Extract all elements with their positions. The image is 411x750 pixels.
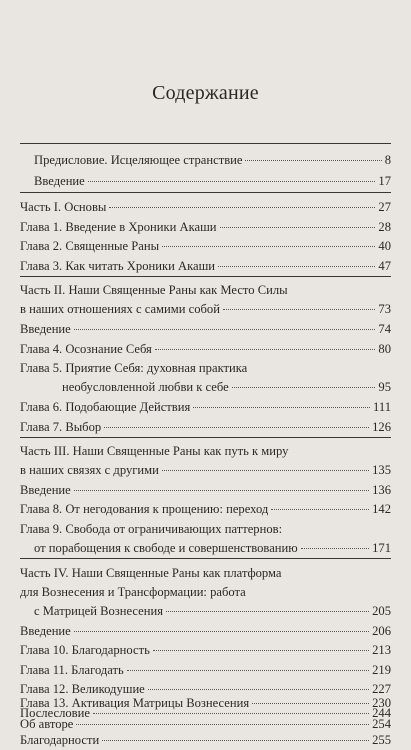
toc-entry[interactable]: Глава 3. Как читать Хроники Акаши 47: [20, 259, 391, 273]
toc-page-number: 244: [372, 706, 391, 720]
toc-part-entry[interactable]: Часть II. Наши Священные Раны как Место Силы: [20, 283, 288, 297]
toc-entry[interactable]: Глава 2. Священные Раны 40: [20, 239, 391, 253]
section-divider: [20, 276, 391, 277]
toc-page-number: 80: [378, 342, 391, 356]
toc-entry-continued[interactable]: необусловленной любви к себе 95: [62, 380, 391, 394]
page-title: Содержание: [152, 82, 259, 104]
section-divider: [20, 437, 391, 438]
toc-entry[interactable]: Введение 17: [34, 174, 391, 188]
toc-part-entry-continued[interactable]: в наших связях с другими 135: [20, 463, 391, 477]
toc-page-number: 171: [372, 541, 391, 555]
toc-page-number: 142: [372, 502, 391, 516]
toc-page-number: 111: [373, 400, 391, 414]
toc-page-number: 205: [372, 604, 391, 618]
toc-entry[interactable]: Предисловие. Исцеляющее странствие 8: [34, 153, 391, 167]
toc-part-entry-continued[interactable]: для Вознесения и Трансформации: работа: [20, 585, 246, 599]
toc-page-number: 73: [378, 302, 391, 316]
toc-page-number: 213: [372, 643, 391, 657]
toc-entry[interactable]: Глава 4. Осознание Себя 80: [20, 342, 391, 356]
toc-entry[interactable]: Глава 5. Приятие Себя: духовная практика: [20, 361, 248, 375]
toc-entry[interactable]: Благодарности 255: [20, 733, 391, 747]
toc-page-number: 219: [372, 663, 391, 677]
toc-part-entry-continued[interactable]: с Матрицей Вознесения 205: [34, 604, 391, 618]
toc-page-number: 255: [372, 733, 391, 747]
toc-entry[interactable]: Глава 6. Подобающие Действия 111: [20, 400, 391, 414]
toc-page-number: 8: [384, 153, 391, 167]
toc-page-number: 230: [372, 696, 391, 710]
toc-page-number: 47: [378, 259, 391, 273]
toc-page-number: 17: [378, 174, 391, 188]
toc-entry[interactable]: Глава 13. Активация Матрицы Вознесения 230: [20, 696, 391, 710]
toc-page-number: 95: [378, 380, 391, 394]
toc-entry[interactable]: Введение 206: [20, 624, 391, 638]
toc-page-number: 40: [378, 239, 391, 253]
toc-page-number: 136: [372, 483, 391, 497]
toc-part-entry[interactable]: Часть III. Наши Священные Раны как путь к миру: [20, 444, 289, 458]
section-divider: [20, 143, 391, 144]
toc-entry[interactable]: Глава 1. Введение в Хроники Акаши 28: [20, 220, 391, 234]
toc-page-number: 27: [378, 200, 391, 214]
toc-entry[interactable]: Глава 8. От негодования к прощению: переход 142: [20, 502, 391, 516]
toc-entry[interactable]: Введение 136: [20, 483, 391, 497]
toc-page-number: 227: [372, 682, 391, 696]
toc-part-entry-continued[interactable]: в наших отношениях с самими собой 73: [20, 302, 391, 316]
section-divider: [20, 192, 391, 193]
toc-page-number: 135: [372, 463, 391, 477]
toc-page-number: 126: [372, 420, 391, 434]
toc-page-number: 28: [378, 220, 391, 234]
toc-entry[interactable]: Глава 7. Выбор 126: [20, 420, 391, 434]
toc-entry[interactable]: Введение 74: [20, 322, 391, 336]
toc-entry[interactable]: Послесловие 244: [20, 706, 391, 720]
toc-page-number: 206: [372, 624, 391, 638]
toc-entry[interactable]: Глава 10. Благодарность 213: [20, 643, 391, 657]
toc-part-entry[interactable]: Часть IV. Наши Священные Раны как платформа: [20, 566, 282, 580]
section-divider: [20, 558, 391, 559]
toc-entry-continued[interactable]: от порабощения к свободе и совершенствованию 171: [34, 541, 391, 555]
toc-page-number: 74: [378, 322, 391, 336]
toc-entry[interactable]: Глава 11. Благодать 219: [20, 663, 391, 677]
toc-page-number: 254: [372, 717, 391, 731]
toc-entry[interactable]: Глава 12. Великодушие 227: [20, 682, 391, 696]
toc-entry[interactable]: Глава 9. Свобода от ограничивающих паттернов:: [20, 522, 283, 536]
toc-part-entry[interactable]: Часть I. Основы 27: [20, 200, 391, 214]
toc-entry[interactable]: Об авторе 254: [20, 717, 391, 731]
